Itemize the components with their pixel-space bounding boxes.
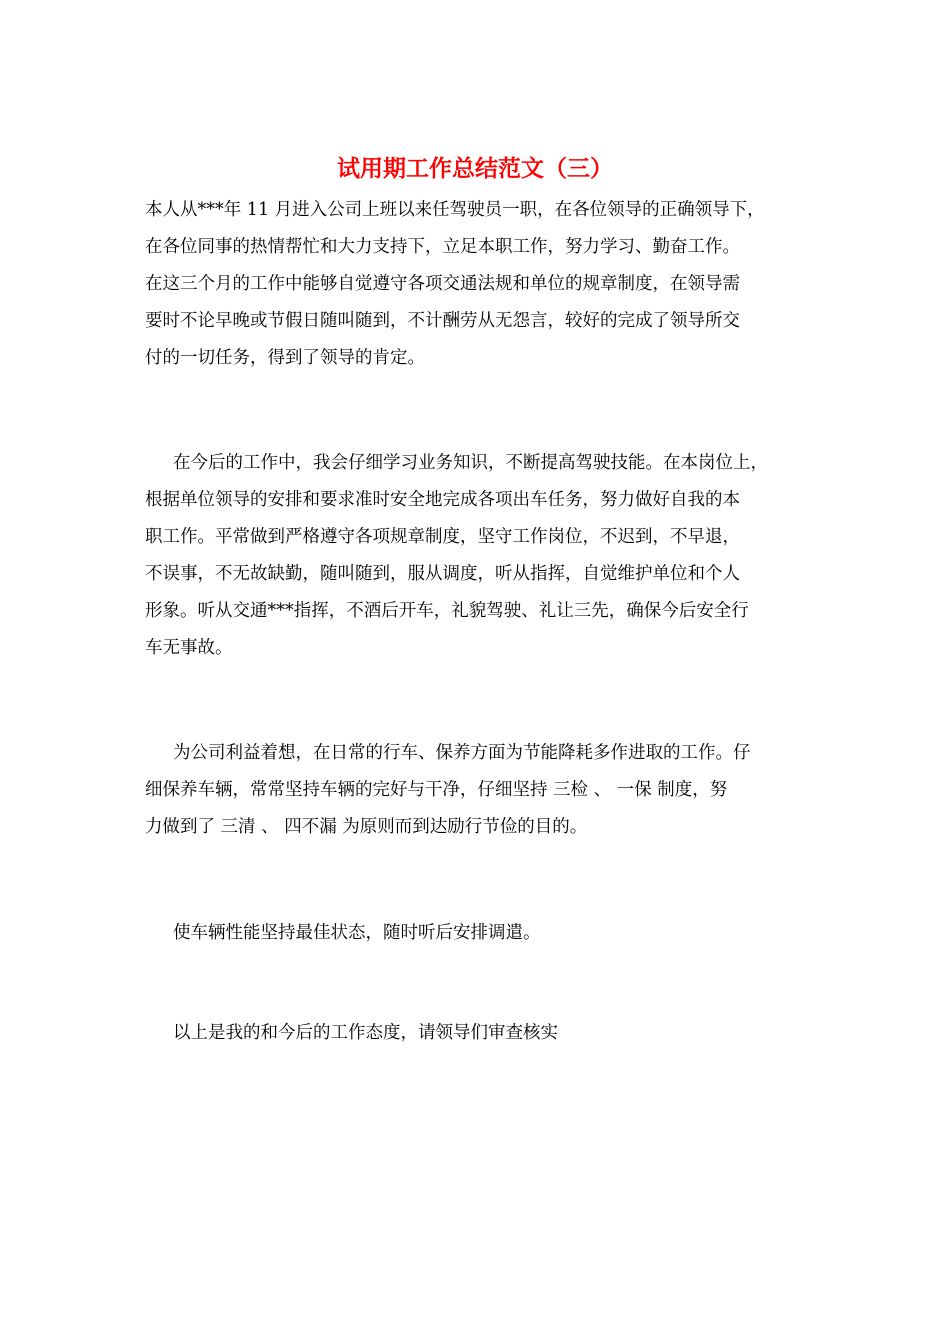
paragraph-3-line-2: 细保养车辆，常常坚持车辆的完好与干净，仔细坚持 三检 、 一保 制度，努 — [145, 780, 728, 800]
paragraph-2-line-1: 在今后的工作中，我会仔细学习业务知识，不断提高驾驶技能。在本岗位上， — [173, 453, 768, 473]
paragraph-2-line-6: 车无事故。 — [145, 638, 233, 658]
paragraph-2-line-3: 职工作。平常做到严格遵守各项规章制度，坚守工作岗位，不迟到，不早退， — [145, 527, 740, 547]
paragraph-2-line-5: 形象。听从交通***指挥，不酒后开车，礼貌驾驶、礼让三先，确保今后安全行 — [145, 601, 749, 621]
paragraph-3-line-1: 为公司利益着想，在日常的行车、保养方面为节能降耗多作进取的工作。仔 — [173, 743, 751, 763]
paragraph-1-line-3: 在这三个月的工作中能够自觉遵守各项交通法规和单位的规章制度，在领导需 — [145, 274, 740, 294]
paragraph-1-line-5: 付的一切任务，得到了领导的肯定。 — [145, 348, 425, 368]
paragraph-5-line-1: 以上是我的和今后的工作态度，请领导们审查核实 — [173, 1023, 558, 1043]
paragraph-1-line-1: 本人从***年 11 月进入公司上班以来任驾驶员一职，在各位领导的正确领导下， — [145, 200, 765, 220]
paragraph-2-line-4: 不误事，不无故缺勤，随叫随到，服从调度，听从指挥，自觉维护单位和个人 — [145, 564, 740, 584]
paragraph-2-line-2: 根据单位领导的安排和要求准时安全地完成各项出车任务，努力做好自我的本 — [145, 490, 740, 510]
paragraph-1-line-2: 在各位同事的热情帮忙和大力支持下，立足本职工作，努力学习、勤奋工作。 — [145, 237, 740, 257]
paragraph-3-line-3: 力做到了 三清 、 四不漏 为原则而到达励行节俭的目的。 — [145, 817, 588, 837]
paragraph-4-line-1: 使车辆性能坚持最佳状态，随时听后安排调遣。 — [173, 923, 541, 943]
document-title: 试用期工作总结范文（三） — [337, 155, 613, 182]
paragraph-1-line-4: 要时不论早晚或节假日随叫随到，不计酬劳从无怨言，较好的完成了领导所交 — [145, 311, 740, 331]
